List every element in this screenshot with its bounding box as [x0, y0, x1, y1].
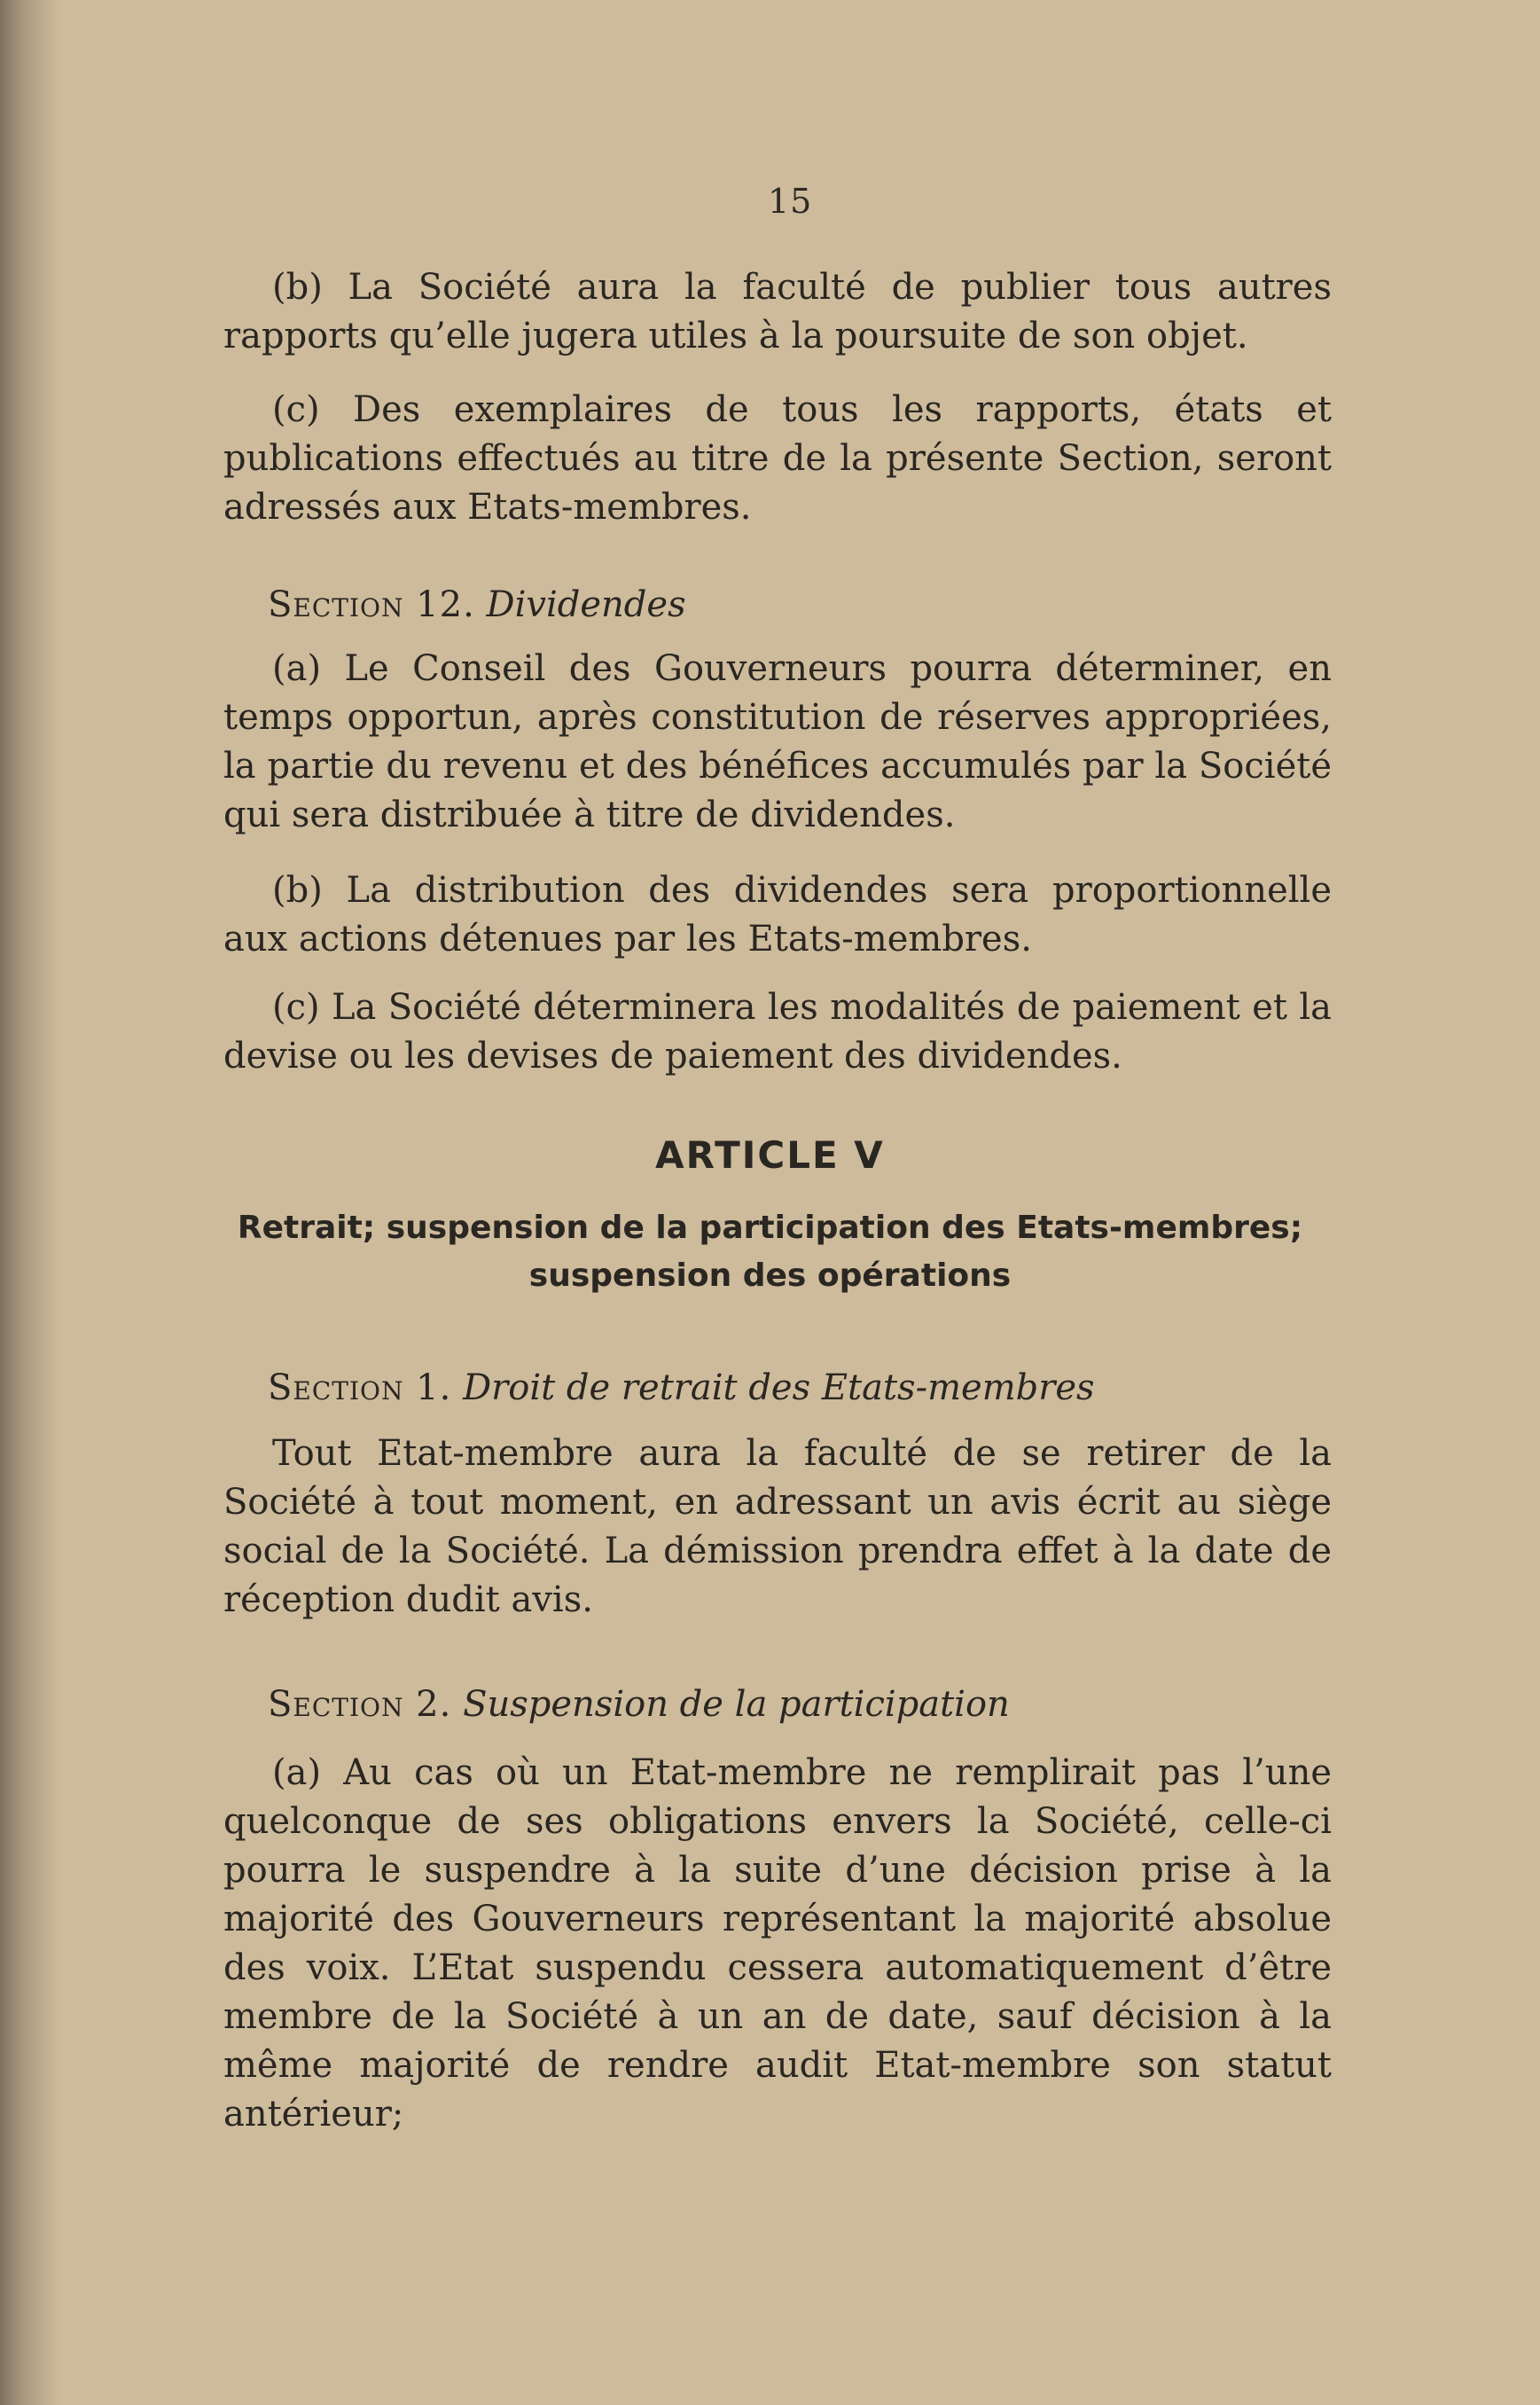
section-12-label: Section 12.: [268, 584, 475, 625]
section-1-paragraph: Tout Etat-membre aura la faculté de se retirer de la Société à tout moment, en adressant un avis écrit au siège social de la Société. La démission prendra effet à la date de réception dudit avis.: [223, 1433, 1332, 1620]
binding-shadow: [0, 0, 62, 2405]
article-subtitle-line-2: suspension des opérations: [528, 1257, 1012, 1294]
section-12-paragraph-c: (c) La Société déterminera les modalités de paiement et la devise ou les devises de paiement des dividendes.: [223, 987, 1332, 1077]
article-subtitle-line-1: Retrait; suspension de la participation des Etats-membres;: [237, 1210, 1303, 1246]
section-2-label: Section 2.: [268, 1684, 452, 1725]
section-12-title: Dividendes: [486, 584, 686, 625]
section-2-paragraph-a: (a) Au cas où un Etat-membre ne remplirait pas l’une quelconque de ses obligations envers la Société, celle-ci pourra le suspendre à la suite d’une décision prise à la majorité des Gouverneurs représentant la majorité absolue des voix. L’Etat suspendu cessera automatiquement d’être membre de la Société à un an de date, sauf décision à la même majorité de rendre audit Etat-membre son statut antérieur;: [223, 1752, 1332, 2135]
section-1-heading: [268, 1364, 1095, 1413]
section-2-title: Suspension de la participation: [463, 1684, 1010, 1725]
section-12-heading: [268, 581, 686, 630]
paragraph-b-reports: (b) La Société aura la faculté de publier tous autres rapports qu’elle jugera utiles à la poursuite de son objet.: [223, 267, 1332, 356]
section-12-paragraph-b: (b) La distribution des dividendes sera proportionnelle aux actions détenues par les Etats-membres.: [223, 870, 1332, 960]
page-number: 15: [768, 182, 813, 221]
section-1-title: Droit de retrait des Etats-membres: [463, 1367, 1095, 1408]
section-1-label: Section 1.: [268, 1367, 452, 1408]
section-12-paragraph-a: (a) Le Conseil des Gouverneurs pourra déterminer, en temps opportun, après constitution de réserves appropriées, la partie du revenu et des bénéfices accumulés par la Société qui sera distribuée à titre de dividendes.: [223, 648, 1332, 835]
paragraph-c-copies: (c) Des exemplaires de tous les rapports, états et publications effectués au titre de la présente Section, seront adressés aux Etats-membres.: [223, 389, 1332, 528]
section-2-heading: [268, 1680, 1010, 1729]
article-title: ARTICLE V: [655, 1133, 885, 1177]
